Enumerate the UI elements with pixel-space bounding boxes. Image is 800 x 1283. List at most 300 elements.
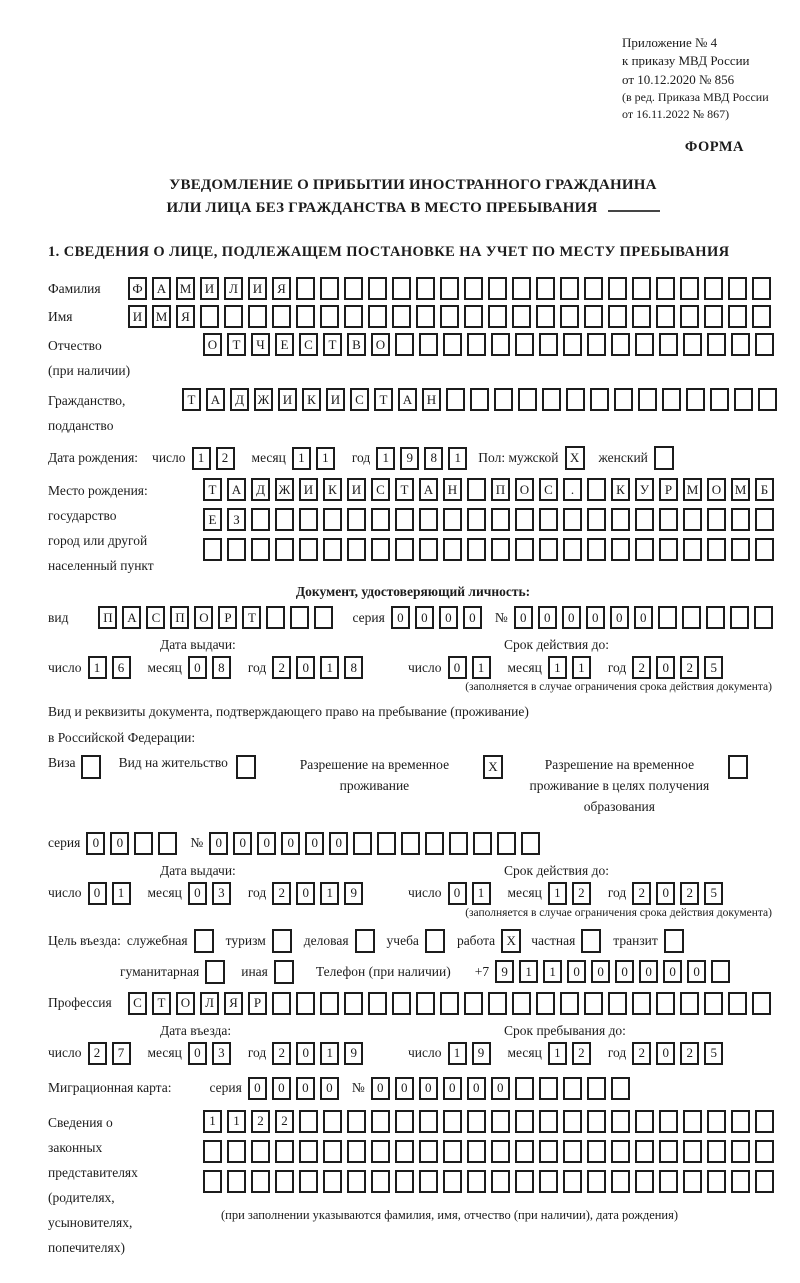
char-cell[interactable]: 0 xyxy=(391,606,410,629)
char-cell[interactable]: 2 xyxy=(272,656,291,679)
char-cell[interactable] xyxy=(707,538,726,561)
char-cell[interactable]: 2 xyxy=(680,882,699,905)
char-cell[interactable] xyxy=(706,606,725,629)
char-cell[interactable]: 0 xyxy=(463,606,482,629)
char-cell[interactable] xyxy=(680,992,699,1015)
char-cell[interactable] xyxy=(467,1140,486,1163)
purpose-humanitarian-checkbox[interactable] xyxy=(205,960,225,984)
char-cell[interactable] xyxy=(290,606,309,629)
char-cell[interactable] xyxy=(368,277,387,300)
char-cell[interactable] xyxy=(635,538,654,561)
char-cell[interactable]: 6 xyxy=(112,656,131,679)
char-cell[interactable] xyxy=(227,1170,246,1193)
char-cell[interactable] xyxy=(272,305,291,328)
char-cell[interactable] xyxy=(296,305,315,328)
char-cell[interactable] xyxy=(587,1170,606,1193)
char-cell[interactable] xyxy=(686,388,705,411)
char-cell[interactable] xyxy=(299,508,318,531)
char-cell[interactable] xyxy=(632,277,651,300)
char-cell[interactable]: 1 xyxy=(472,656,491,679)
char-cell[interactable]: 0 xyxy=(233,832,252,855)
char-cell[interactable] xyxy=(707,1140,726,1163)
char-cell[interactable] xyxy=(515,1110,534,1133)
char-cell[interactable]: 2 xyxy=(572,882,591,905)
char-cell[interactable] xyxy=(488,992,507,1015)
char-cell[interactable]: 0 xyxy=(448,656,467,679)
char-cell[interactable] xyxy=(539,1170,558,1193)
char-cell[interactable] xyxy=(656,992,675,1015)
char-cell[interactable] xyxy=(248,305,267,328)
char-cell[interactable] xyxy=(320,305,339,328)
char-cell[interactable]: А xyxy=(419,478,438,501)
char-cell[interactable]: 0 xyxy=(281,832,300,855)
char-cell[interactable]: Н xyxy=(422,388,441,411)
char-cell[interactable]: К xyxy=(611,478,630,501)
char-cell[interactable] xyxy=(497,832,516,855)
char-cell[interactable]: 2 xyxy=(251,1110,270,1133)
purpose-business-checkbox[interactable] xyxy=(355,929,375,953)
char-cell[interactable]: 8 xyxy=(212,656,231,679)
char-cell[interactable] xyxy=(542,388,561,411)
residence-permit-checkbox[interactable] xyxy=(236,755,256,779)
char-cell[interactable] xyxy=(611,1110,630,1133)
char-cell[interactable]: 0 xyxy=(656,882,675,905)
char-cell[interactable] xyxy=(755,1140,774,1163)
char-cell[interactable]: 0 xyxy=(296,1042,315,1065)
char-cell[interactable] xyxy=(563,333,582,356)
char-cell[interactable] xyxy=(611,538,630,561)
char-cell[interactable] xyxy=(659,538,678,561)
purpose-transit-checkbox[interactable] xyxy=(664,929,684,953)
char-cell[interactable] xyxy=(203,538,222,561)
char-cell[interactable] xyxy=(440,305,459,328)
char-cell[interactable] xyxy=(711,960,730,983)
char-cell[interactable] xyxy=(584,305,603,328)
char-cell[interactable]: 0 xyxy=(634,606,653,629)
char-cell[interactable] xyxy=(566,388,585,411)
char-cell[interactable] xyxy=(656,305,675,328)
char-cell[interactable] xyxy=(200,305,219,328)
char-cell[interactable]: 1 xyxy=(519,960,538,983)
char-cell[interactable]: 0 xyxy=(439,606,458,629)
char-cell[interactable]: П xyxy=(491,478,510,501)
char-cell[interactable] xyxy=(275,508,294,531)
char-cell[interactable] xyxy=(587,478,606,501)
char-cell[interactable]: 2 xyxy=(216,447,235,470)
char-cell[interactable] xyxy=(347,1110,366,1133)
char-cell[interactable]: Е xyxy=(203,508,222,531)
char-cell[interactable] xyxy=(377,832,396,855)
char-cell[interactable]: 0 xyxy=(296,656,315,679)
char-cell[interactable] xyxy=(368,992,387,1015)
char-cell[interactable] xyxy=(587,1140,606,1163)
char-cell[interactable] xyxy=(587,508,606,531)
char-cell[interactable]: Я xyxy=(272,277,291,300)
char-cell[interactable] xyxy=(755,1170,774,1193)
char-cell[interactable] xyxy=(611,333,630,356)
char-cell[interactable]: 1 xyxy=(548,1042,567,1065)
char-cell[interactable] xyxy=(682,606,701,629)
char-cell[interactable] xyxy=(464,305,483,328)
char-cell[interactable] xyxy=(251,538,270,561)
char-cell[interactable]: И xyxy=(128,305,147,328)
char-cell[interactable] xyxy=(395,333,414,356)
char-cell[interactable] xyxy=(515,1140,534,1163)
char-cell[interactable] xyxy=(536,277,555,300)
char-cell[interactable] xyxy=(467,478,486,501)
char-cell[interactable]: 1 xyxy=(548,656,567,679)
char-cell[interactable] xyxy=(752,992,771,1015)
char-cell[interactable]: Ч xyxy=(251,333,270,356)
char-cell[interactable] xyxy=(419,538,438,561)
char-cell[interactable]: Т xyxy=(374,388,393,411)
char-cell[interactable]: 0 xyxy=(329,832,348,855)
char-cell[interactable] xyxy=(296,277,315,300)
char-cell[interactable]: 8 xyxy=(424,447,443,470)
char-cell[interactable] xyxy=(251,1140,270,1163)
char-cell[interactable]: 0 xyxy=(395,1077,414,1100)
char-cell[interactable]: 9 xyxy=(344,882,363,905)
char-cell[interactable]: 1 xyxy=(448,1042,467,1065)
char-cell[interactable] xyxy=(491,508,510,531)
char-cell[interactable] xyxy=(401,832,420,855)
char-cell[interactable]: 1 xyxy=(292,447,311,470)
char-cell[interactable] xyxy=(371,538,390,561)
char-cell[interactable] xyxy=(395,1110,414,1133)
char-cell[interactable] xyxy=(320,992,339,1015)
char-cell[interactable]: 9 xyxy=(495,960,514,983)
char-cell[interactable] xyxy=(611,1140,630,1163)
char-cell[interactable] xyxy=(227,538,246,561)
char-cell[interactable]: Я xyxy=(176,305,195,328)
char-cell[interactable] xyxy=(320,277,339,300)
char-cell[interactable]: В xyxy=(347,333,366,356)
char-cell[interactable]: 5 xyxy=(704,1042,723,1065)
char-cell[interactable] xyxy=(518,388,537,411)
char-cell[interactable]: М xyxy=(176,277,195,300)
char-cell[interactable]: С xyxy=(299,333,318,356)
char-cell[interactable]: Р xyxy=(659,478,678,501)
char-cell[interactable] xyxy=(662,388,681,411)
char-cell[interactable] xyxy=(611,1077,630,1100)
char-cell[interactable] xyxy=(344,305,363,328)
char-cell[interactable] xyxy=(425,832,444,855)
char-cell[interactable] xyxy=(368,305,387,328)
char-cell[interactable]: 0 xyxy=(639,960,658,983)
char-cell[interactable] xyxy=(680,277,699,300)
char-cell[interactable]: 1 xyxy=(320,1042,339,1065)
char-cell[interactable]: 0 xyxy=(567,960,586,983)
char-cell[interactable]: . xyxy=(563,478,582,501)
char-cell[interactable] xyxy=(754,606,773,629)
char-cell[interactable]: 0 xyxy=(272,1077,291,1100)
char-cell[interactable] xyxy=(419,333,438,356)
char-cell[interactable] xyxy=(539,508,558,531)
char-cell[interactable] xyxy=(755,508,774,531)
char-cell[interactable] xyxy=(730,606,749,629)
char-cell[interactable] xyxy=(440,992,459,1015)
char-cell[interactable] xyxy=(611,1170,630,1193)
char-cell[interactable]: Т xyxy=(242,606,261,629)
char-cell[interactable] xyxy=(467,1170,486,1193)
char-cell[interactable] xyxy=(158,832,177,855)
char-cell[interactable]: Т xyxy=(323,333,342,356)
char-cell[interactable] xyxy=(521,832,540,855)
char-cell[interactable] xyxy=(344,992,363,1015)
char-cell[interactable] xyxy=(560,992,579,1015)
char-cell[interactable]: Т xyxy=(203,478,222,501)
char-cell[interactable]: 1 xyxy=(316,447,335,470)
char-cell[interactable]: О xyxy=(203,333,222,356)
char-cell[interactable] xyxy=(560,277,579,300)
char-cell[interactable] xyxy=(563,508,582,531)
char-cell[interactable] xyxy=(683,1170,702,1193)
char-cell[interactable] xyxy=(707,508,726,531)
char-cell[interactable] xyxy=(395,508,414,531)
char-cell[interactable] xyxy=(347,508,366,531)
char-cell[interactable]: Ж xyxy=(275,478,294,501)
char-cell[interactable] xyxy=(203,1140,222,1163)
char-cell[interactable]: 0 xyxy=(610,606,629,629)
char-cell[interactable] xyxy=(371,1140,390,1163)
char-cell[interactable]: К xyxy=(302,388,321,411)
char-cell[interactable] xyxy=(494,388,513,411)
char-cell[interactable]: С xyxy=(371,478,390,501)
purpose-other-checkbox[interactable] xyxy=(274,960,294,984)
char-cell[interactable] xyxy=(395,1170,414,1193)
char-cell[interactable]: 0 xyxy=(188,656,207,679)
char-cell[interactable]: 0 xyxy=(656,656,675,679)
char-cell[interactable] xyxy=(299,1170,318,1193)
char-cell[interactable] xyxy=(608,277,627,300)
char-cell[interactable] xyxy=(491,1140,510,1163)
char-cell[interactable] xyxy=(659,508,678,531)
char-cell[interactable]: С xyxy=(128,992,147,1015)
purpose-official-checkbox[interactable] xyxy=(194,929,214,953)
char-cell[interactable]: И xyxy=(278,388,297,411)
purpose-tourism-checkbox[interactable] xyxy=(272,929,292,953)
char-cell[interactable]: И xyxy=(248,277,267,300)
gender-male-checkbox[interactable]: X xyxy=(565,446,585,470)
char-cell[interactable]: 0 xyxy=(586,606,605,629)
char-cell[interactable] xyxy=(614,388,633,411)
char-cell[interactable] xyxy=(353,832,372,855)
char-cell[interactable]: 2 xyxy=(272,882,291,905)
char-cell[interactable] xyxy=(707,1170,726,1193)
char-cell[interactable]: 1 xyxy=(543,960,562,983)
char-cell[interactable] xyxy=(563,1110,582,1133)
char-cell[interactable]: 8 xyxy=(344,656,363,679)
char-cell[interactable] xyxy=(755,538,774,561)
char-cell[interactable] xyxy=(656,277,675,300)
char-cell[interactable] xyxy=(611,508,630,531)
char-cell[interactable]: 2 xyxy=(632,882,651,905)
char-cell[interactable] xyxy=(731,333,750,356)
char-cell[interactable]: 0 xyxy=(467,1077,486,1100)
char-cell[interactable]: 1 xyxy=(320,656,339,679)
char-cell[interactable] xyxy=(491,333,510,356)
char-cell[interactable]: 0 xyxy=(448,882,467,905)
char-cell[interactable] xyxy=(758,388,777,411)
char-cell[interactable] xyxy=(251,508,270,531)
char-cell[interactable]: 0 xyxy=(320,1077,339,1100)
char-cell[interactable] xyxy=(704,992,723,1015)
char-cell[interactable] xyxy=(635,333,654,356)
char-cell[interactable] xyxy=(275,1140,294,1163)
char-cell[interactable] xyxy=(392,305,411,328)
char-cell[interactable]: О xyxy=(176,992,195,1015)
char-cell[interactable]: О xyxy=(371,333,390,356)
char-cell[interactable]: 0 xyxy=(188,1042,207,1065)
char-cell[interactable] xyxy=(449,832,468,855)
char-cell[interactable] xyxy=(491,1170,510,1193)
char-cell[interactable] xyxy=(323,508,342,531)
char-cell[interactable] xyxy=(299,538,318,561)
char-cell[interactable] xyxy=(488,305,507,328)
char-cell[interactable] xyxy=(419,508,438,531)
char-cell[interactable]: Ж xyxy=(254,388,273,411)
char-cell[interactable] xyxy=(539,538,558,561)
char-cell[interactable] xyxy=(563,538,582,561)
char-cell[interactable]: 0 xyxy=(514,606,533,629)
char-cell[interactable] xyxy=(728,992,747,1015)
char-cell[interactable]: 2 xyxy=(632,656,651,679)
char-cell[interactable]: 9 xyxy=(400,447,419,470)
char-cell[interactable]: 0 xyxy=(296,882,315,905)
char-cell[interactable] xyxy=(683,1110,702,1133)
char-cell[interactable] xyxy=(608,992,627,1015)
char-cell[interactable] xyxy=(272,992,291,1015)
char-cell[interactable]: А xyxy=(398,388,417,411)
char-cell[interactable] xyxy=(227,1140,246,1163)
purpose-work-checkbox[interactable]: X xyxy=(501,929,521,953)
char-cell[interactable]: И xyxy=(326,388,345,411)
char-cell[interactable]: Д xyxy=(230,388,249,411)
char-cell[interactable] xyxy=(440,277,459,300)
char-cell[interactable]: Я xyxy=(224,992,243,1015)
char-cell[interactable]: Т xyxy=(182,388,201,411)
char-cell[interactable]: 0 xyxy=(88,882,107,905)
char-cell[interactable]: Т xyxy=(395,478,414,501)
char-cell[interactable]: 7 xyxy=(112,1042,131,1065)
char-cell[interactable] xyxy=(395,1140,414,1163)
char-cell[interactable] xyxy=(266,606,285,629)
char-cell[interactable]: 2 xyxy=(680,1042,699,1065)
char-cell[interactable] xyxy=(371,1170,390,1193)
char-cell[interactable]: Н xyxy=(443,478,462,501)
char-cell[interactable] xyxy=(296,992,315,1015)
char-cell[interactable] xyxy=(323,1110,342,1133)
char-cell[interactable]: 1 xyxy=(192,447,211,470)
char-cell[interactable] xyxy=(584,277,603,300)
char-cell[interactable] xyxy=(683,333,702,356)
char-cell[interactable]: 1 xyxy=(548,882,567,905)
char-cell[interactable]: Р xyxy=(218,606,237,629)
char-cell[interactable] xyxy=(515,508,534,531)
char-cell[interactable] xyxy=(539,1140,558,1163)
char-cell[interactable] xyxy=(275,1170,294,1193)
char-cell[interactable]: А xyxy=(152,277,171,300)
char-cell[interactable] xyxy=(515,1077,534,1100)
char-cell[interactable] xyxy=(323,1170,342,1193)
char-cell[interactable] xyxy=(515,538,534,561)
char-cell[interactable] xyxy=(683,508,702,531)
char-cell[interactable] xyxy=(467,333,486,356)
char-cell[interactable]: 2 xyxy=(88,1042,107,1065)
char-cell[interactable] xyxy=(731,1110,750,1133)
char-cell[interactable]: О xyxy=(515,478,534,501)
char-cell[interactable]: Л xyxy=(224,277,243,300)
char-cell[interactable] xyxy=(635,1110,654,1133)
char-cell[interactable]: 0 xyxy=(663,960,682,983)
char-cell[interactable] xyxy=(755,333,774,356)
char-cell[interactable]: Л xyxy=(200,992,219,1015)
char-cell[interactable]: 5 xyxy=(704,656,723,679)
char-cell[interactable]: 2 xyxy=(572,1042,591,1065)
char-cell[interactable] xyxy=(467,508,486,531)
temp-residence-checkbox[interactable]: X xyxy=(483,755,503,779)
char-cell[interactable] xyxy=(632,992,651,1015)
char-cell[interactable] xyxy=(443,1110,462,1133)
char-cell[interactable] xyxy=(491,538,510,561)
char-cell[interactable]: 0 xyxy=(656,1042,675,1065)
char-cell[interactable] xyxy=(539,333,558,356)
char-cell[interactable] xyxy=(443,333,462,356)
char-cell[interactable]: 0 xyxy=(305,832,324,855)
char-cell[interactable]: У xyxy=(635,478,654,501)
char-cell[interactable]: 1 xyxy=(448,447,467,470)
char-cell[interactable] xyxy=(512,992,531,1015)
char-cell[interactable]: З xyxy=(227,508,246,531)
char-cell[interactable] xyxy=(371,1110,390,1133)
char-cell[interactable] xyxy=(203,1170,222,1193)
char-cell[interactable] xyxy=(560,305,579,328)
char-cell[interactable]: С xyxy=(539,478,558,501)
char-cell[interactable] xyxy=(371,508,390,531)
char-cell[interactable] xyxy=(632,305,651,328)
char-cell[interactable]: 1 xyxy=(376,447,395,470)
char-cell[interactable]: 5 xyxy=(704,882,723,905)
char-cell[interactable]: О xyxy=(194,606,213,629)
char-cell[interactable] xyxy=(659,1110,678,1133)
visa-checkbox[interactable] xyxy=(81,755,101,779)
char-cell[interactable] xyxy=(728,305,747,328)
char-cell[interactable]: Т xyxy=(152,992,171,1015)
char-cell[interactable] xyxy=(536,992,555,1015)
char-cell[interactable]: 2 xyxy=(632,1042,651,1065)
char-cell[interactable] xyxy=(251,1170,270,1193)
char-cell[interactable]: О xyxy=(707,478,726,501)
char-cell[interactable] xyxy=(419,1170,438,1193)
char-cell[interactable]: И xyxy=(347,478,366,501)
char-cell[interactable]: С xyxy=(350,388,369,411)
char-cell[interactable] xyxy=(728,277,747,300)
char-cell[interactable]: 0 xyxy=(371,1077,390,1100)
char-cell[interactable]: 9 xyxy=(472,1042,491,1065)
char-cell[interactable] xyxy=(512,305,531,328)
char-cell[interactable] xyxy=(299,1140,318,1163)
char-cell[interactable]: 2 xyxy=(272,1042,291,1065)
char-cell[interactable]: И xyxy=(299,478,318,501)
char-cell[interactable] xyxy=(515,1170,534,1193)
char-cell[interactable] xyxy=(563,1140,582,1163)
char-cell[interactable] xyxy=(488,277,507,300)
char-cell[interactable]: 0 xyxy=(415,606,434,629)
char-cell[interactable]: 0 xyxy=(591,960,610,983)
char-cell[interactable] xyxy=(395,538,414,561)
char-cell[interactable]: А xyxy=(122,606,141,629)
char-cell[interactable] xyxy=(635,508,654,531)
